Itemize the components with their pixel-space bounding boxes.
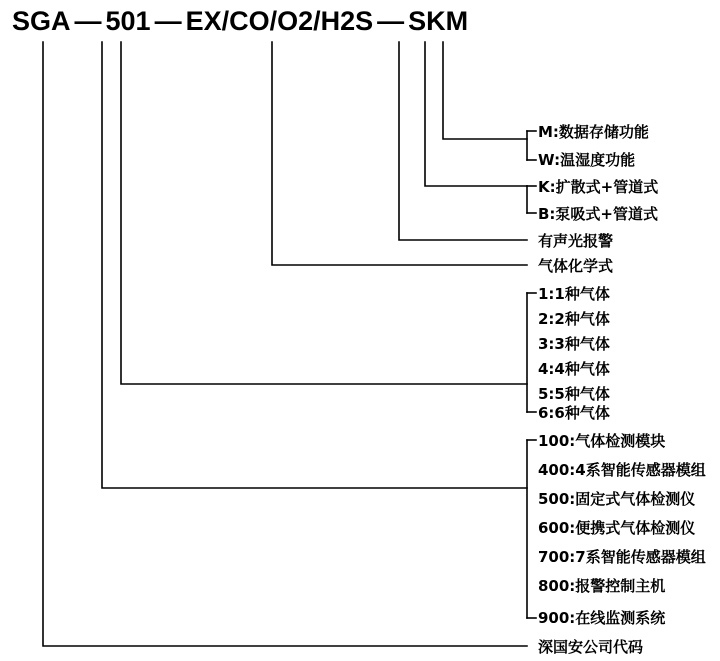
code-part-gases: EX/CO/O2/H2S xyxy=(185,6,374,36)
label-gas-count-6: 6:6种气体 xyxy=(538,404,610,422)
label-series-800: 800:报警控制主机 xyxy=(538,577,666,595)
label-series-100: 100:气体检测模块 xyxy=(538,432,666,450)
label-sampling-k: K:扩散式+管道式 xyxy=(538,178,659,196)
label-sampling-b: B:泵吸式+管道式 xyxy=(538,205,659,223)
label-company-code: 深国安公司代码 xyxy=(538,638,644,656)
label-gas-count-5: 5:5种气体 xyxy=(538,385,610,403)
label-series-400: 400:4系智能传感器模组 xyxy=(538,461,706,479)
label-gas-count-2: 2:2种气体 xyxy=(538,310,610,328)
code-dash-1: — xyxy=(74,6,102,36)
code-part-m: M xyxy=(445,6,469,36)
code-part-k: K xyxy=(426,6,446,36)
label-gas-count-1: 1:1种气体 xyxy=(538,285,610,303)
code-part-s: S xyxy=(408,6,427,36)
label-series-500: 500:固定式气体检测仪 xyxy=(538,490,696,508)
label-gas-count-4: 4:4种气体 xyxy=(538,360,610,378)
code-part-501: 501 xyxy=(105,6,151,36)
label-series-600: 600:便携式气体检测仪 xyxy=(538,519,696,537)
label-sensor-type: 气体化学式 xyxy=(538,257,614,275)
label-storage-w: W:温湿度功能 xyxy=(538,151,636,169)
label-storage-m: M:数据存储功能 xyxy=(538,123,649,141)
code-dash-2: — xyxy=(154,6,182,36)
label-alarm: 有声光报警 xyxy=(538,232,614,250)
code-part-sga: SGA xyxy=(12,6,71,36)
label-series-700: 700:7系智能传感器模组 xyxy=(538,548,706,566)
label-series-900: 900:在线监测系统 xyxy=(538,609,666,627)
code-dash-3: — xyxy=(377,6,405,36)
label-gas-count-3: 3:3种气体 xyxy=(538,335,610,353)
